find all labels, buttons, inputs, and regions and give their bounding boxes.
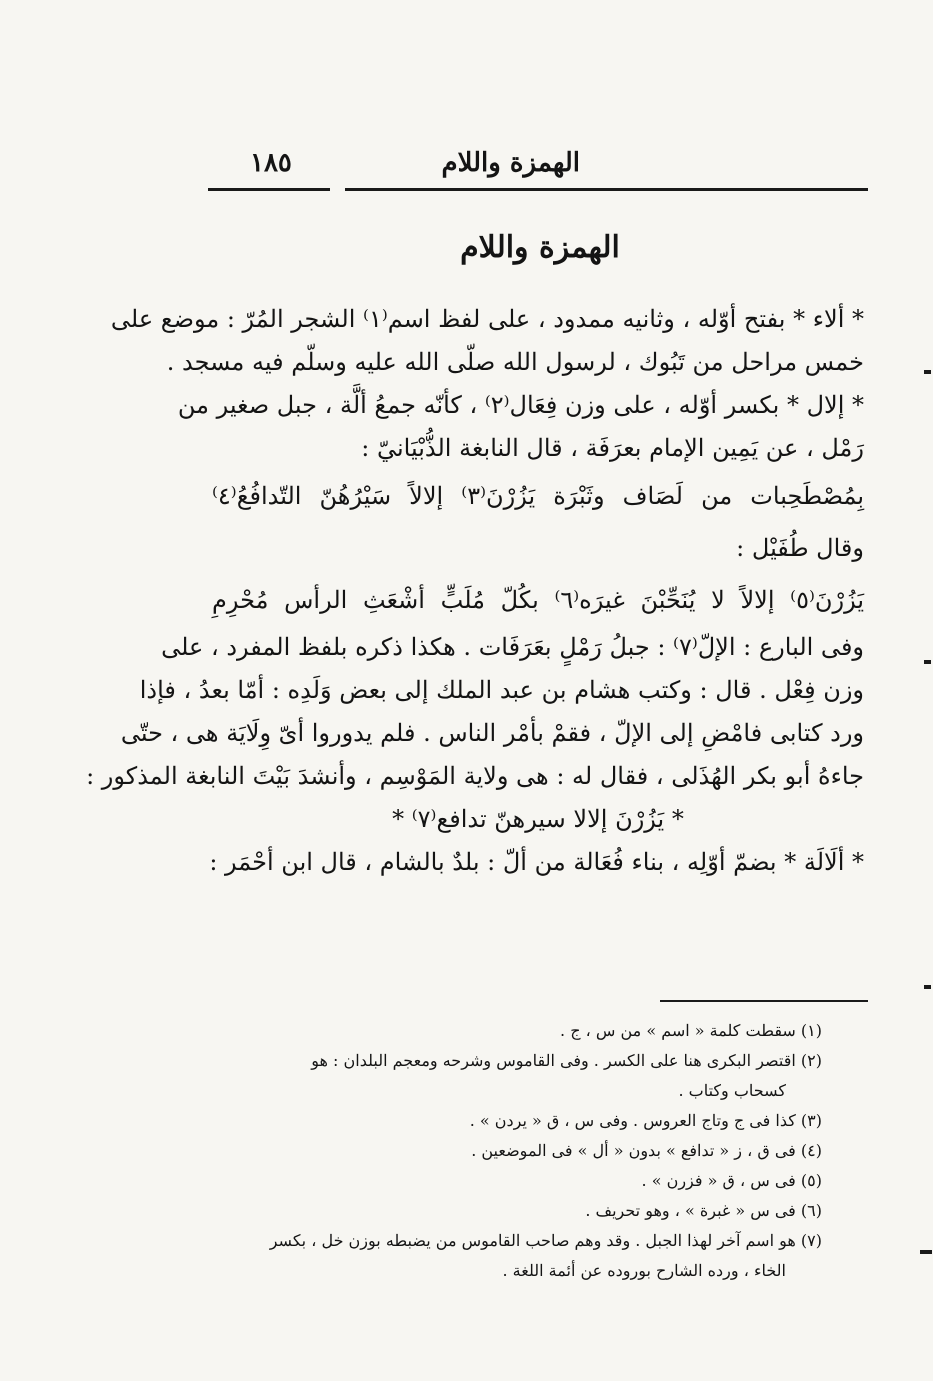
footnote: (٣) كذا فى ج وتاج العروس . وفى س ، ق « يردن » . — [469, 1111, 822, 1130]
footnotes — [212, 1016, 822, 1286]
page-number: ١٨٥ — [250, 148, 292, 178]
footnote: (١) سقطت كلمة « اسم » من س ، ج . — [560, 1021, 822, 1040]
verse-line: بِمُصْطَحِبات من لَصَاف وثَبْرَة يَزُرْنَ⁽٣⁾ إلالاً سَيْرُهُنّ التّدافُعُ⁽٤⁾ — [212, 482, 864, 510]
footnote: (٤) فى ق ، ز « تدافع » بدون « أل » فى الموضعين . — [471, 1141, 822, 1160]
text-line: * إلال * بكسر أوّله ، على وزن فِعَال⁽٢⁾ ، كأنّه جمعُ ألَّة ، جبل صغير من — [177, 391, 864, 419]
text-line: جاءهُ أبو بكر الهُذَلى ، فقال له : هى ولاية المَوْسِم ، وأنشدَ بَيْتَ النابغة المذكور : — [86, 762, 864, 790]
footnote-continuation: كسحاب وكتاب . — [678, 1081, 786, 1100]
footnote: (٥) فى س ، ق « فزرن » . — [641, 1171, 822, 1190]
text-line: ورد كتابى فامْضِ إلى الإلّ ، فقمْ بأمْر الناس . فلم يدوروا أىّ وِلَايَة هى ، حتّى — [120, 719, 864, 747]
running-header-title: الهمزة واللام — [441, 148, 580, 178]
footnote: (٢) اقتصر البكرى هنا على الكسر . وفى القاموس وشرحه ومعجم البلدان : هو — [311, 1051, 822, 1070]
footnote: (٦) فى س « غبرة » ، وهو تحريف . — [585, 1201, 822, 1220]
header-rule-long — [345, 188, 868, 191]
margin-mark — [924, 660, 931, 664]
verse-line: * يَزُرْنَ إلالا سيرهنّ تدافع⁽٧⁾ * — [392, 805, 684, 833]
text-line: وزن فِعْل . قال : وكتب هشام بن عبد الملك إلى بعض وَلَدِه : أمّا بعدُ ، فإذا — [139, 676, 864, 704]
margin-mark — [920, 1250, 932, 1254]
running-header — [210, 140, 870, 190]
text-line: خمس مراحل من تَبُوك ، لرسول الله صلّى الله عليه وسلّم فيه مسجد . — [166, 348, 864, 376]
text-line: وقال طُفَيْل : — [736, 534, 864, 562]
margin-mark — [924, 370, 931, 374]
footnote: (٧) هو اسم آخر لهذا الجبل . وقد وهم صاحب القاموس من يضبطه بوزن خل ، بكسر — [269, 1231, 822, 1250]
section-title: الهمزة واللام — [460, 230, 620, 265]
text-line: * ألَالَة * بضمّ أوّلِه ، بناء فُعَالة من ألّ : بلدٌ بالشام ، قال ابن أحْمَر : — [209, 848, 864, 876]
text-line: وفى البارع : الإلّ⁽٧⁾ : جبلُ رَمْلٍ بعَرَفَات . هكذا ذكره بلفظ المفرد ، على — [161, 633, 864, 661]
header-rule-short — [208, 188, 330, 191]
text-line: رَمْل ، عن يَمِين الإمام بعرَفَة ، قال النابغة الذُّبْيَانيّ : — [361, 434, 864, 462]
verse-line: يَزُرْنَ⁽٥⁾ إلالاً لا يُنَحِّبْنَ غيرَه⁽٦⁾ بكُلّ مُلَبٍّ أشْعَثِ الرأس مُحْرِمِ — [212, 586, 864, 614]
main-text — [86, 298, 864, 884]
margin-mark — [924, 985, 931, 989]
footnote-continuation: الخاء ، ورده الشارح بوروده عن أئمة اللغة . — [502, 1261, 786, 1280]
footnote-rule — [660, 1000, 868, 1002]
text-line: * ألاء * بفتح أوّله ، وثانيه ممدود ، على لفظ اسم⁽١⁾ الشجر المُرّ : موضع على — [110, 305, 864, 333]
